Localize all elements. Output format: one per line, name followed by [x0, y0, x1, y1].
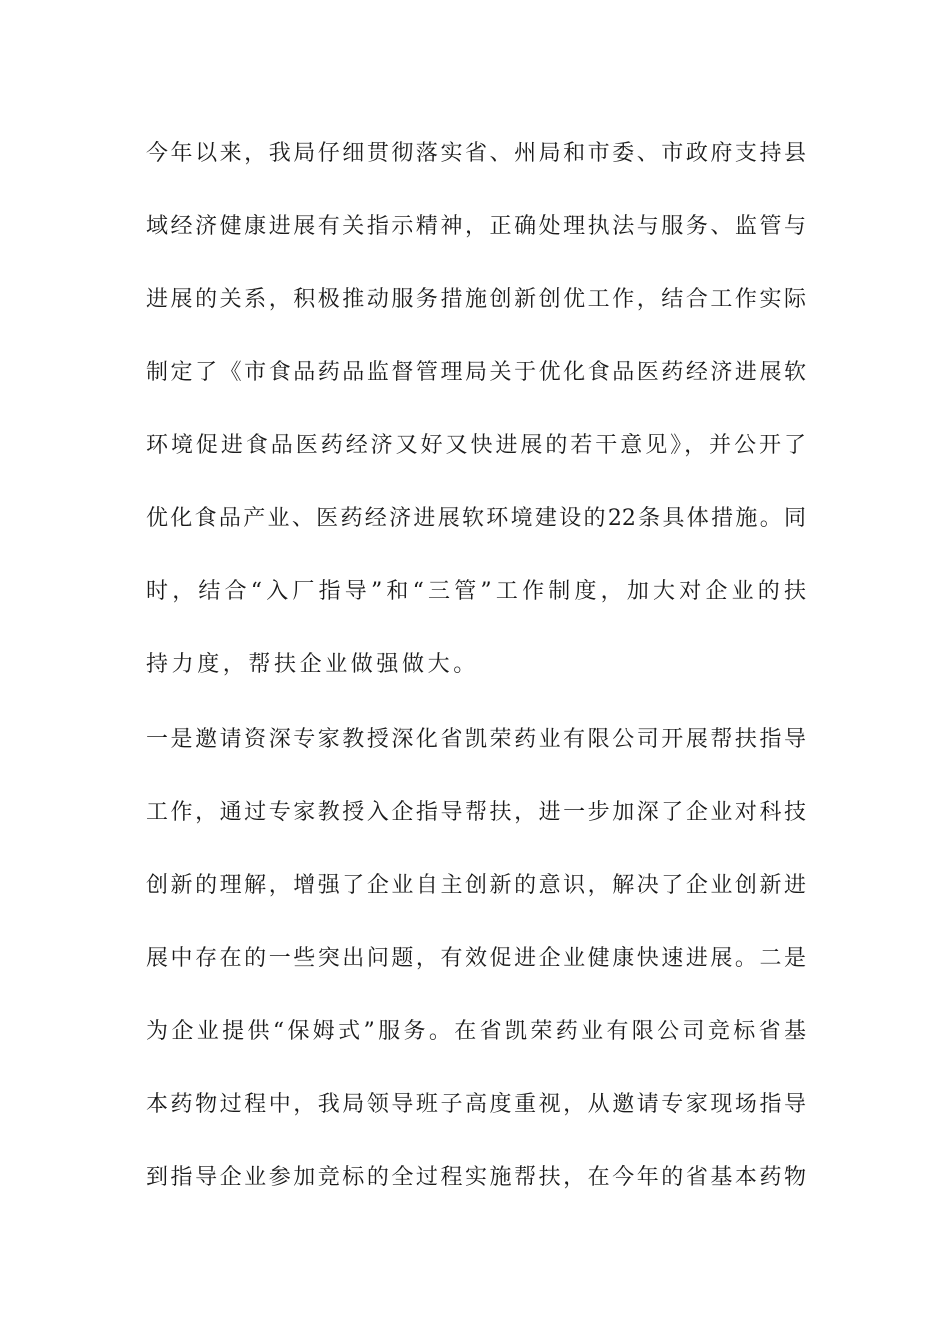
text-line: 创新的理解，增强了企业自主创新的意识，解决了企业创新进 [146, 873, 806, 898]
text-line: 环境促进食品医药经济又好又快进展的若干意见》，并公开了 [146, 433, 806, 458]
text-line: 时，结合“入厂指导”和“三管”工作制度，加大对企业的扶 [146, 579, 806, 604]
text-line: 域经济健康进展有关指示精神，正确处理执法与服务、监管与 [146, 214, 806, 239]
text-line: 持力度，帮扶企业做强做大。 [146, 652, 479, 677]
text-line: 展中存在的一些突出问题，有效促进企业健康快速进展。二是 [146, 946, 806, 971]
text-line: 工作，通过专家教授入企指导帮扶，进一步加深了企业对科技 [146, 800, 806, 825]
text-line: 一是邀请资深专家教授深化省凯荣药业有限公司开展帮扶指导 [146, 727, 806, 752]
text-line: 本药物过程中，我局领导班子高度重视，从邀请专家现场指导 [146, 1092, 806, 1117]
text-line: 今年以来，我局仔细贯彻落实省、州局和市委、市政府支持县 [146, 141, 806, 166]
text-line: 进展的关系，积极推动服务措施创新创优工作，结合工作实际 [146, 287, 806, 312]
text-line: 到指导企业参加竞标的全过程实施帮扶，在今年的省基本药物 [146, 1165, 806, 1190]
text-line: 为企业提供“保姆式”服务。在省凯荣药业有限公司竞标省基 [146, 1019, 806, 1044]
paragraph-1 [146, 127, 806, 711]
text-line: 制定了《市食品药品监督管理局关于优化食品医药经济进展软 [146, 360, 806, 385]
paragraph-2 [146, 713, 806, 1224]
text-line: 优化食品产业、医药经济进展软环境建设的22条具体措施。同 [146, 506, 806, 531]
